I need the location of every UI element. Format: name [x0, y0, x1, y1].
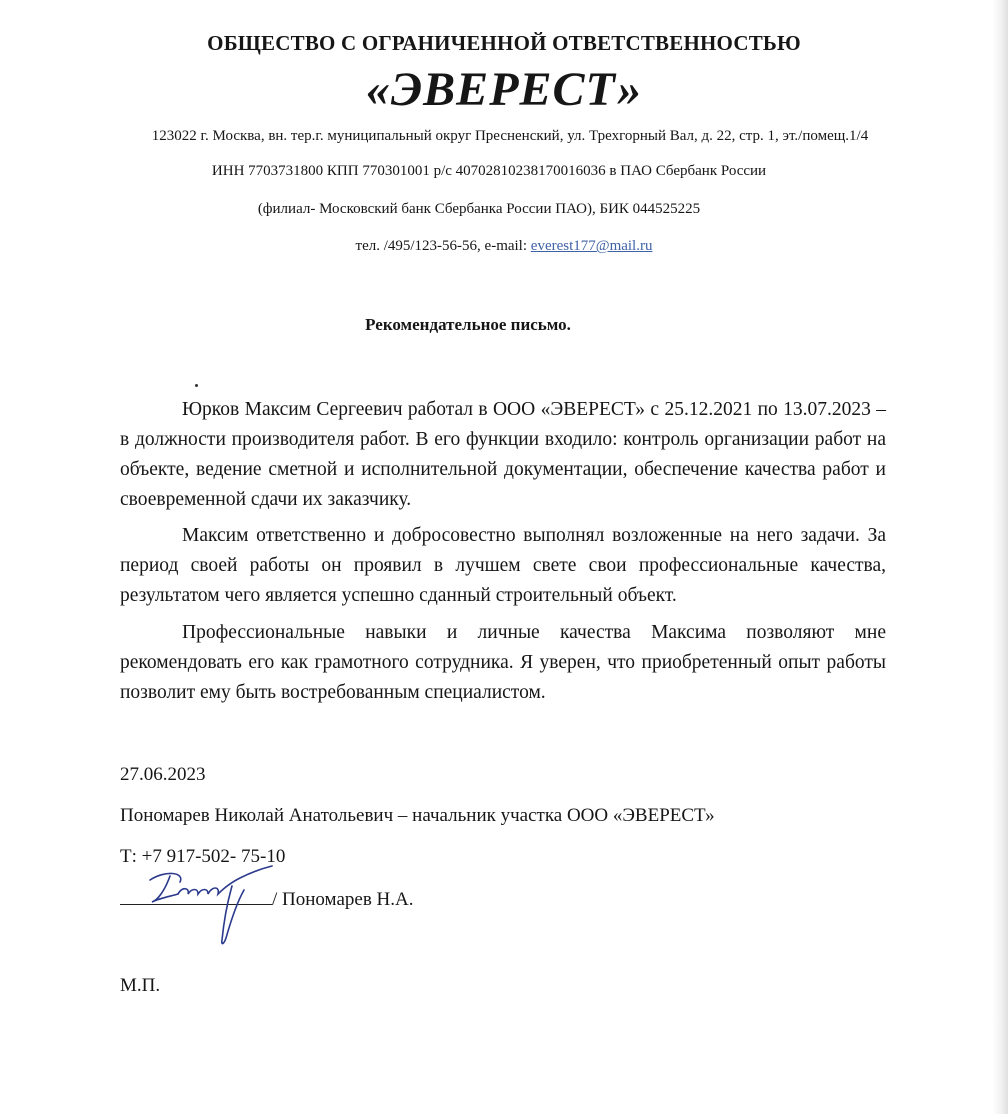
- signer-line: Пономарев Николай Анатольевич – начальник участка ООО «ЭВЕРЕСТ»: [120, 805, 715, 826]
- handwritten-signature: [140, 860, 280, 950]
- organization-type: ОБЩЕСТВО С ОГРАНИЧЕННОЙ ОТВЕТСТВЕННОСТЬЮ: [207, 31, 801, 55]
- scan-speck: [195, 384, 198, 387]
- bank-details-line2: (филиал- Московский банк Сбербанка России ПАО), БИК 044525225: [257, 201, 701, 217]
- company-address: 123022 г. Москва, вн. тер.г. муниципальный округ Пресненский, ул. Трехгорный Вал, д. 22, стр. 1, эт./помещ.1/4: [151, 128, 869, 144]
- signer-phone: Т: +7 917-502- 75-10: [120, 846, 286, 867]
- paragraph-2-text: Максим ответственно и добросовестно выполнял возложенные на него задачи. За период своей работы он проявил в лучшем свете свои профессиональные качества, результатом чего является успешно сданный строительный объект.: [120, 525, 886, 606]
- email-link[interactable]: everest177@mail.ru: [530, 238, 653, 254]
- organization-name: «ЭВЕРЕСТ»: [365, 63, 643, 116]
- contact-line: [0, 238, 1008, 255]
- bank-details-line1: ИНН 7703731800 КПП 770301001 р/с 40702810238170016036 в ПАО Сбербанк России: [211, 163, 767, 179]
- scan-edge-shadow: [992, 0, 1008, 1114]
- paragraph-1-text: Юрков Максим Сергеевич работал в ООО «ЭВЕРЕСТ» с 25.12.2021 по 13.07.2023 – в должности производителя работ. В его функции входило: контроль организации работ на объекте, ведение сметной и исполнительной документации, обеспечение качества работ и своевременной сдачи их заказчику.: [120, 399, 886, 510]
- paragraph-3-text: Профессиональные навыки и личные качества Максима позволяют мне рекомендовать его как грамотного сотрудника. Я уверен, что приобретенный опыт работы позволит ему быть востребованным специалистом.: [120, 622, 886, 703]
- paragraph-3: [120, 618, 886, 708]
- letter-title: Рекомендательное письмо.: [365, 315, 571, 334]
- signature-name: / Пономарев Н.А.: [272, 889, 414, 910]
- phone-label: тел. /495/123-56-56, e-mail:: [355, 238, 531, 254]
- paragraph-1: [120, 395, 886, 515]
- paragraph-2: [120, 521, 886, 611]
- letter-date: 27.06.2023: [120, 764, 206, 785]
- stamp-place: М.П.: [120, 975, 161, 996]
